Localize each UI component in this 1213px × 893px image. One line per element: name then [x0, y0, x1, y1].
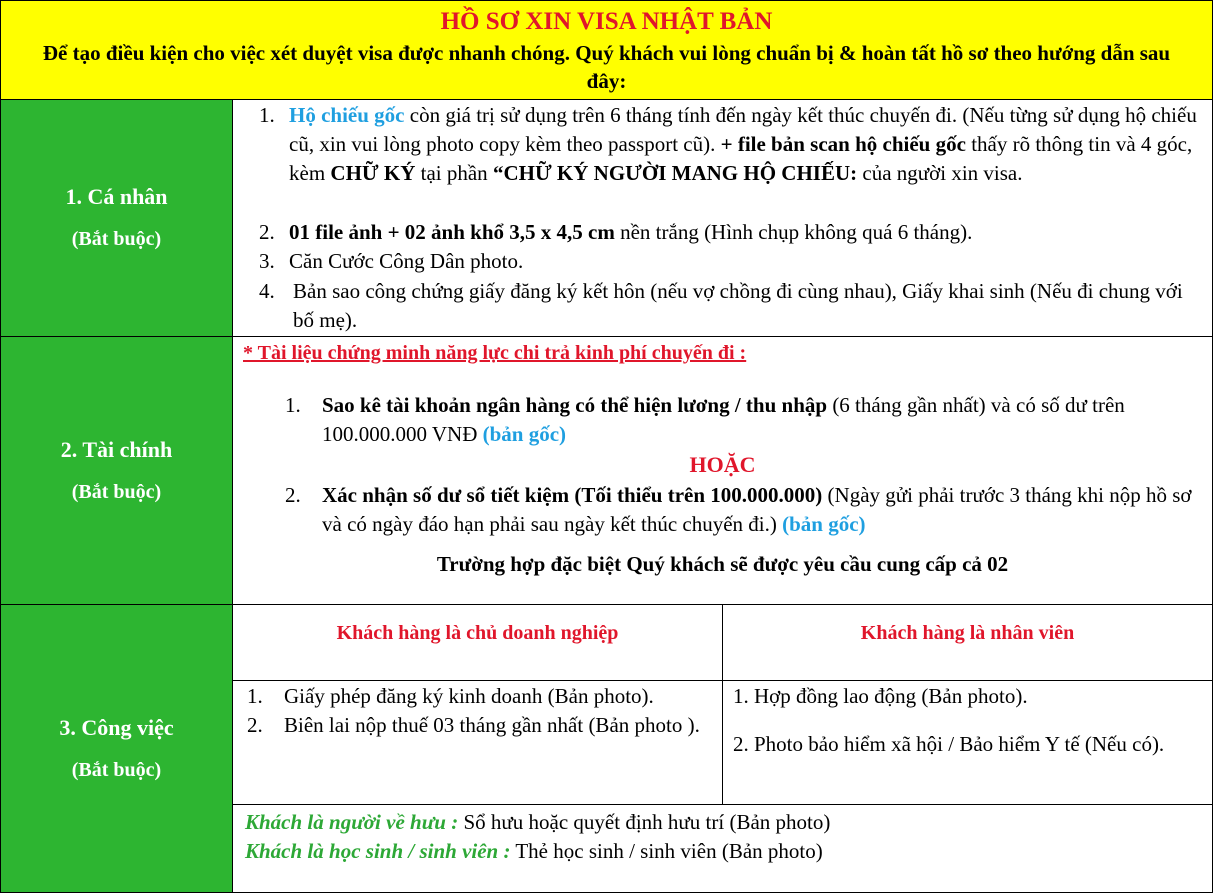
personal-item-1-e: CHỮ KÝ [330, 161, 416, 185]
section-work-required: (Bắt buộc) [71, 758, 162, 781]
personal-item-1 [289, 101, 1201, 188]
personal-item-1-d: thấy rõ thông tin và 4 góc, kèm [289, 132, 1193, 185]
section-work-label-cell [1, 605, 233, 892]
section-personal-content [233, 100, 1212, 336]
page-subtitle: Để tạo điều kiện cho việc xét duyệt visa được nhanh chóng. Quý khách vui lòng chuẩn bị & hoàn tất hồ sơ theo hướng dẫn sau đây: [42, 41, 1171, 93]
student-text: Thẻ học sinh / sinh viên (Bản photo) [510, 839, 823, 863]
section-finance-required: (Bắt buộc) [71, 480, 162, 503]
personal-item-1-h: của người xin visa. [857, 161, 1023, 185]
finance-item-2-original: (bản gốc) [782, 512, 866, 536]
student-line [245, 837, 1205, 866]
finance-or: HOẶC [689, 452, 756, 477]
page-title: HỒ SƠ XIN VISA NHẬT BẢN [440, 8, 773, 35]
retired-text: Sổ hưu hoặc quyết định hưu trí (Bản photo) [458, 810, 831, 834]
finance-item-2-text: (Ngày gửi phải trước 3 tháng khi nộp hồ sơ và có ngày đáo hạn phải sau ngày kết thúc chuyến đi.) [322, 483, 1192, 536]
section-finance-label-cell [1, 337, 233, 604]
retired-line [245, 808, 1205, 837]
section-finance-content [233, 337, 1212, 604]
employee-item-1: 1. Hợp đồng lao động (Bản photo). [733, 684, 1028, 708]
personal-item-4-num: 4. [259, 279, 275, 303]
work-employee-header: Khách hàng là nhân viên [860, 622, 1075, 644]
section-personal-required: (Bắt buộc) [71, 228, 162, 250]
personal-item-1-c: + file bản scan hộ chiếu gốc [720, 132, 966, 156]
personal-item-2 [289, 218, 1201, 247]
finance-item-2-num: 2. [285, 483, 301, 507]
personal-item-2-a: 01 file ảnh + 02 ảnh khổ 3,5 x 4,5 cm [289, 220, 615, 244]
personal-item-4: Bản sao công chứng giấy đăng ký kết hôn (nếu vợ chồng đi cùng nhau), Giấy khai sinh (Nếu đi chung với bố mẹ). [293, 279, 1183, 332]
owner-item-2-num: 2. [247, 713, 263, 737]
owner-item-1-num: 1. [247, 684, 263, 708]
retired-label: Khách là người về hưu : [245, 810, 459, 834]
student-label: Khách là học sinh / sinh viên : [245, 839, 511, 863]
personal-item-3-num: 3. [259, 249, 275, 273]
finance-item-1-num: 1. [285, 393, 301, 417]
finance-note: * Tài liệu chứng minh năng lực chi trả kinh phí chuyến đi : [243, 342, 747, 364]
finance-item-2 [322, 481, 1202, 539]
finance-item-1-bold: Sao kê tài khoản ngân hàng có thể hiện lương / thu nhập [322, 393, 828, 417]
personal-item-1-num: 1. [259, 103, 275, 127]
personal-item-3: Căn Cước Công Dân photo. [289, 249, 524, 273]
personal-item-1-g: “CHỮ KÝ NGƯỜI MANG HỘ CHIẾU: [492, 161, 858, 185]
finance-item-1-original: (bản gốc) [482, 422, 567, 446]
work-owner-header: Khách hàng là chủ doanh nghiệp [336, 622, 619, 644]
section-work-content [233, 605, 1212, 892]
personal-item-2-num: 2. [259, 220, 275, 244]
personal-item-1-a: Hộ chiếu gốc [289, 103, 405, 127]
personal-item-2-b: nền trắng (Hình chụp không quá 6 tháng). [614, 220, 973, 244]
section-work-label: 3. Công việc [59, 714, 174, 740]
section-personal-label: 1. Cá nhân [65, 184, 168, 209]
finance-item-2-bold: Xác nhận số dư sổ tiết kiệm (Tối thiểu trên 100.000.000) [322, 483, 823, 507]
section-finance-label: 2. Tài chính [60, 436, 173, 462]
personal-item-1-f: tại phần [415, 161, 493, 185]
owner-item-2: Biên lai nộp thuế 03 tháng gần nhất (Bản photo ). [284, 713, 700, 737]
finance-item-1-text: (6 tháng gần nhất) và có số dư trên 100.000.000 VNĐ [322, 393, 1125, 446]
section-personal-label-cell [1, 100, 233, 336]
header-banner [1, 1, 1212, 100]
finance-item-1 [322, 391, 1202, 449]
employee-item-2: 2. Photo bảo hiểm xã hội / Bảo hiểm Y tế (Nếu có). [733, 732, 1165, 756]
personal-item-1-b: còn giá trị sử dụng trên 6 tháng tính đến ngày kết thúc chuyến đi. (Nếu từng sử dụng hộ chiếu cũ, xin vui lòng photo copy kèm theo passport cũ). [289, 103, 1197, 156]
finance-special-note: Trường hợp đặc biệt Quý khách sẽ được yêu cầu cung cấp cả 02 [436, 552, 1009, 576]
owner-item-1: Giấy phép đăng ký kinh doanh (Bản photo). [284, 684, 654, 708]
